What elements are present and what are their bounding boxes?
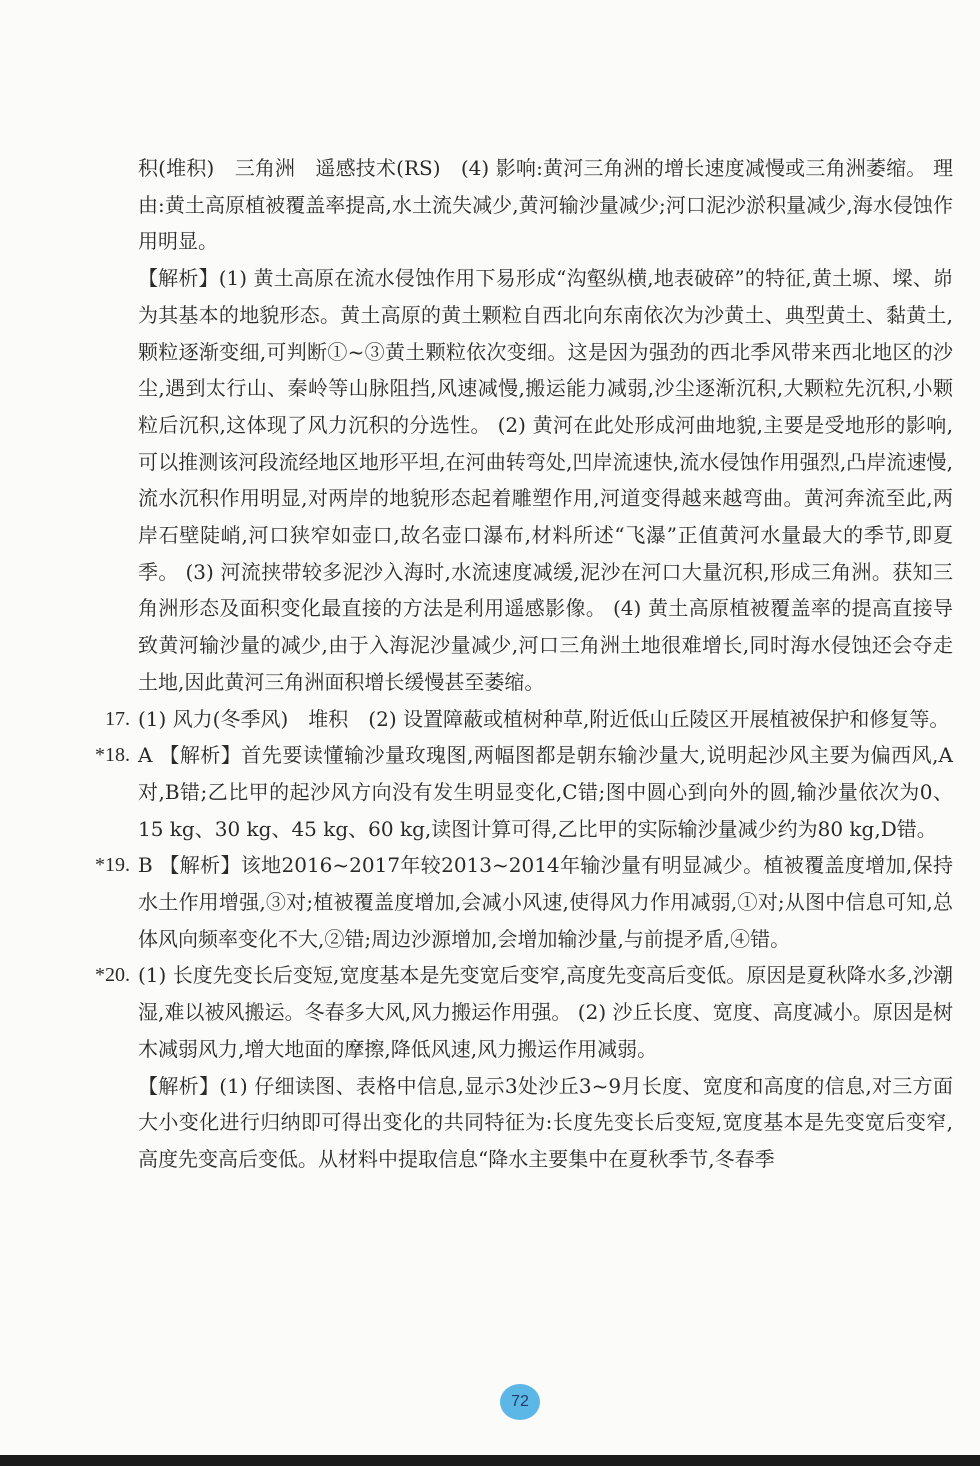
answer-20 — [95, 957, 953, 1067]
question-number-18: *18. — [95, 744, 130, 767]
question-number-17: 17. — [105, 707, 130, 730]
answer-18-text: A 【解析】首先要读懂输沙量玫瑰图,两幅图都是朝东输沙量大,说明起沙风主要为偏西风,A对,B错;乙比甲的起沙风方向没有发生明显变化,C错;图中圆心到向外的圆,输沙量依次为0、15 kg、30 kg、45 kg、60 kg,读图计算可得,乙比甲的实际输沙量减少约为80 kg,D错。 — [138, 743, 953, 841]
answer-20-analysis: 【解析】(1) 仔细读图、表格中信息,显示3处沙丘3~9月长度、宽度和高度的信息,对三方面大小变化进行归纳即可得出变化的共同特征为:长度先变长后变短,宽度基本是先变宽后变窄,高度先变高后变低。从材料中提取信息“降水主要集中在夏秋季节,冬春季 — [138, 1073, 953, 1171]
answer-20-text: (1) 长度先变长后变短,宽度基本是先变宽后变窄,高度先变高后变低。原因是夏秋降水多,沙潮湿,难以被风搬运。冬春多大风,风力搬运作用强。 (2) 沙丘长度、宽度、高度减小。原因是树木减弱风力,增大地面的摩擦,降低风速,风力搬运作用减弱。 — [138, 963, 953, 1061]
question-number-20: *20. — [95, 964, 130, 987]
answer-16-analysis: 【解析】(1) 黄土高原在流水侵蚀作用下易形成“沟壑纵横,地表破碎”的特征,黄土塬、墚、峁为其基本的地貌形态。黄土高原的黄土颗粒自西北向东南依次为沙黄土、典型黄土、黏黄土,颗粒逐渐变细,可判断①~③黄土颗粒依次变细。这是因为强劲的西北季风带来西北地区的沙尘,遇到太行山、秦岭等山脉阻挡,风速减慢,搬运能力减弱,沙尘逐渐沉积,大颗粒先沉积,小颗粒后沉积,这体现了风力沉积的分选性。 (2) 黄河在此处形成河曲地貌,主要是受地形的影响,可以推测该河段流经地区地形平坦,在河曲转弯处,凹岸流速快,流水侵蚀作用强烈,凸岸流速慢,流水沉积作用明显,对两岸的地貌形态起着雕塑作用,河道变得越来越弯曲。黄河奔流至此,两岸石壁陡峭,河口狭窄如壶口,故名壶口瀑布,材料所述“飞瀑”正值黄河水量最大的季节,即夏季。 (3) 河流挟带较多泥沙入海时,水流速度减缓,泥沙在河口大量沉积,形成三角洲。获知三角洲形态及面积变化最直接的方法是利用遥感影像。 (4) 黄土高原植被覆盖率的提高直接导致黄河输沙量的减少,由于入海泥沙量减少,河口三角洲土地很难增长,同时海水侵蚀还会夺走土地,因此黄河三角洲面积增长缓慢甚至萎缩。 — [138, 266, 953, 694]
bottom-edge — [0, 1455, 980, 1466]
page-number-badge: 72 — [500, 1384, 540, 1420]
answer-19-text: B 【解析】该地2016~2017年较2013~2014年输沙量有明显减少。植被覆盖度增加,保持水土作用增强,③对;植被覆盖度增加,会减小风速,使得风力作用减弱,①对;从图中信息可知,总体风向频率变化不大,②错;周边沙源增加,会增加输沙量,与前提矛盾,④错。 — [138, 853, 953, 951]
answer-19 — [95, 847, 953, 957]
answer-content — [95, 150, 953, 1178]
answer-17-text: (1) 风力(冬季风) 堆积 (2) 设置障蔽或植树种草,附近低山丘陵区开展植被保护和修复等。 — [138, 706, 950, 731]
answer-18 — [95, 737, 953, 847]
answer-16-continuation: 积(堆积) 三角洲 遥感技术(RS) (4) 影响:黄河三角洲的增长速度减慢或三角洲萎缩。 理由:黄土高原植被覆盖率提高,水土流失减少,黄河输沙量减少;河口泥沙淤积量减少,海水侵蚀作用明显。 — [138, 156, 953, 254]
question-number-19: *19. — [95, 854, 130, 877]
answer-17 — [105, 701, 953, 738]
